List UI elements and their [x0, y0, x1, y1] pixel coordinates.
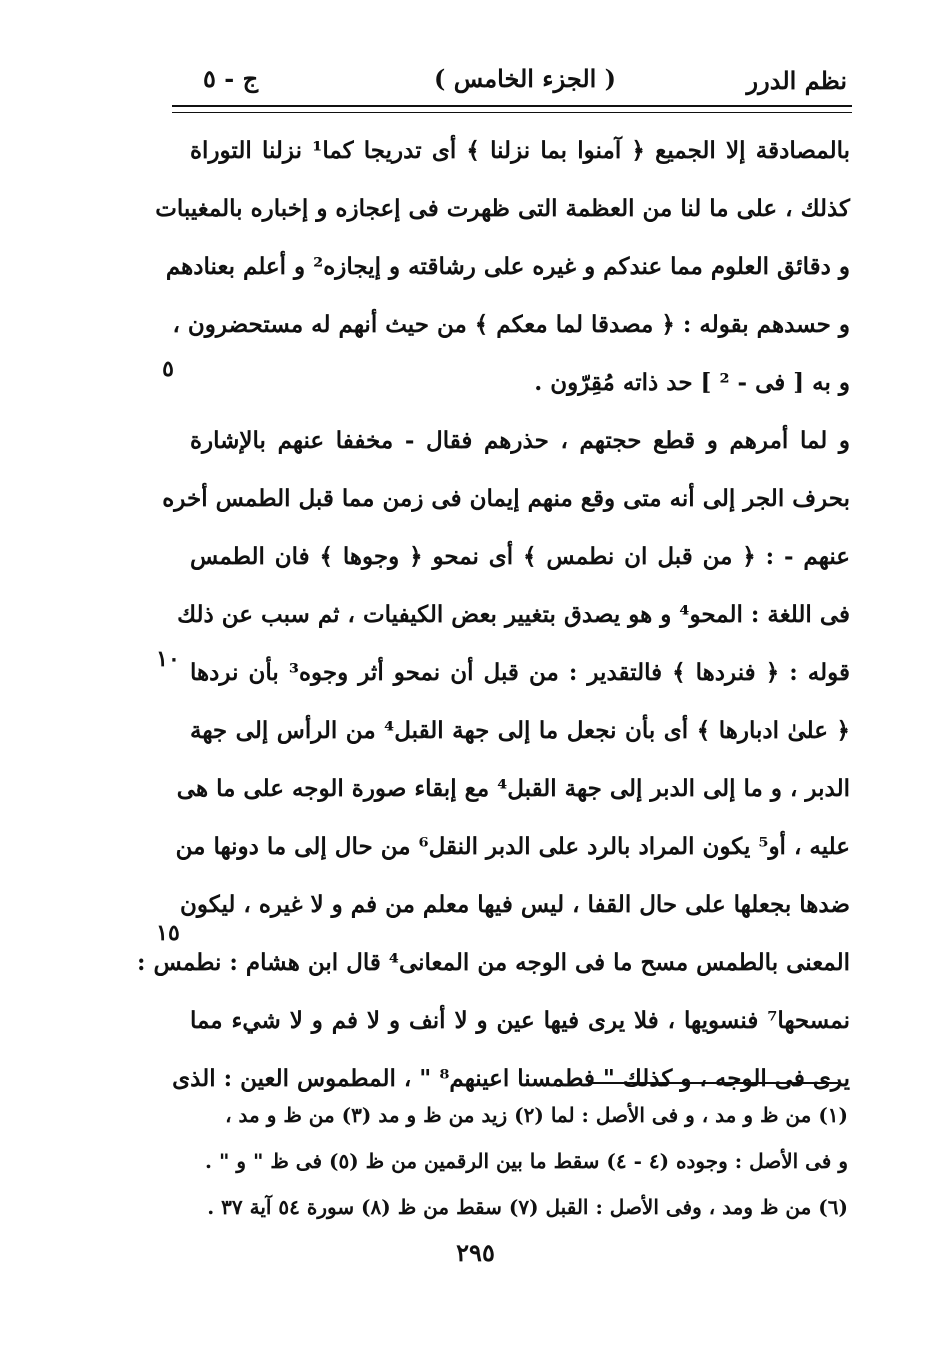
footnote-line: (١) من ظ و مد ، و فى الأصل : لما (٢) زيد من ظ و مد (٣) من ظ و مد ،: [225, 1103, 848, 1127]
running-header: [195, 58, 855, 102]
text-line: نمسحها⁷ فنسويها ، فلا يرى فيها عين و لا أنف و لا فم و لا شيء مما: [190, 1007, 850, 1034]
footnote-line: و فى الأصل : وجوده (٤ - ٤) سقط ما بين الرقمين من ظ (٥) فى ظ " و " .: [205, 1149, 848, 1173]
book-title: نظم الدرر: [746, 66, 847, 95]
line-number-5: ٥: [162, 356, 174, 382]
text-line: فى اللغة : المحو⁴ و هو يصدق بتغيير بعض الكيفيات ، ثم سبب عن ذلك: [177, 601, 850, 628]
text-line: بحرف الجر إلى أنه متى وقع منهم إيمان فى زمن مما قبل الطمس أخره: [162, 485, 850, 512]
volume-label: ج - ٥: [203, 64, 259, 93]
text-line: و دقائق العلوم مما عندكم و غيره على رشاقته و إيجازه² و أعلم بعنادهم: [165, 253, 850, 280]
header-rule-thin: [172, 112, 852, 113]
text-line: يرى فى الوجه ، و كذلك " فطمسنا اعينهم⁸ " ، المطموس العين : الذى: [172, 1065, 850, 1092]
text-line: قوله : ﴿ فنردها ﴾ فالتقدير : من قبل أن نمحو أثر وجوه³ بأن نردها: [190, 659, 850, 686]
text-line: المعنى بالطمس مسح ما فى الوجه من المعانى⁴ قال ابن هشام : نطمس :: [137, 949, 850, 976]
part-title: ( الجزء الخامس ): [433, 64, 617, 93]
text-line: ضدها بجعلها على حال القفا ، ليس فيها معلم من فم و لا غيره ، ليكون: [179, 891, 850, 918]
text-line: و لما أمرهم و قطع حجتهم ، حذرهم فقال - مخففا عنهم بالإشارة: [190, 427, 850, 454]
text-line: كذلك ، على ما لنا من العظمة التى ظهرت فى إعجازه و إخباره بالمغيبات: [155, 195, 850, 222]
page-number: ٢٩٥: [456, 1238, 495, 1267]
text-line: و حسدهم بقوله : ﴿ مصدقا لما معكم ﴾ من حيث أنهم له مستحضرون ،: [172, 311, 850, 338]
text-line: عليه ، أو⁵ يكون المراد بالرد على الدبر النقل⁶ من حال إلى ما دونها من: [175, 833, 850, 860]
text-line: بالمصادقة إلا الجميع ﴿ آمنوا بما نزلنا ﴾ أى تدريجا كما¹ نزلنا التوراة: [190, 137, 850, 164]
text-line: عنهم - : ﴿ من قبل ان نطمس ﴾ أى نمحو ﴿ وجوها ﴾ فان الطمس: [190, 543, 850, 570]
footnote-line: (٦) من ظ ومد ، وفى الأصل : القبل (٧) سقط من ظ (٨) سورة ٥٤ آية ٣٧ .: [207, 1195, 848, 1219]
line-number-15: ١٥: [156, 920, 180, 946]
line-number-10: ١٠: [156, 646, 180, 672]
footnote-rule: [588, 1082, 838, 1084]
text-line: الدبر ، و ما إلى الدبر إلى جهة القبل⁴ مع إبقاء صورة الوجه على ما هى: [176, 775, 850, 802]
header-rule: [172, 105, 852, 107]
text-line: و به [ فى - ² ] حد ذاته مُقِرّون .: [534, 369, 850, 396]
text-line: ﴿ علىٰ ادبارها ﴾ أى بأن نجعل ما إلى جهة القبل⁴ من الرأس إلى جهة: [190, 717, 850, 744]
